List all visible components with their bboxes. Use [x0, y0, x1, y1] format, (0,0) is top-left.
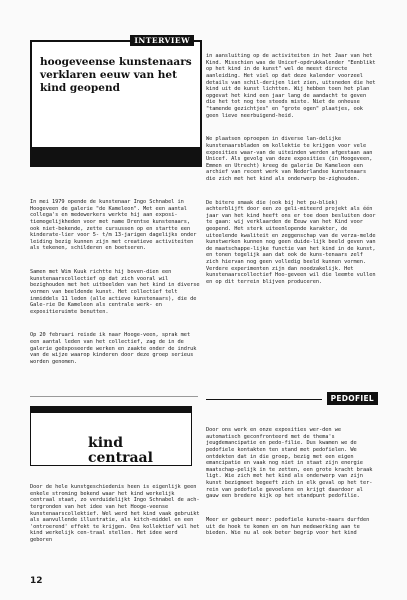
- right-article-paragraph: De bitere smaak die (ook bij het pu-bliek) achterblijft door een zo geli-miteerd projekt als één jaar van het kind heeft ons er toe doen besluiten door te gaan: wij verklaarden de Eeuw van het Kind voor geopend. Het sterk uiteenlopende karakter, de uiteelende kwaliteit en zeggenschap van de verza-melde kunstwerken kunnen nog geen duide-lijk beeld geven van de maatschappe-lijke functie van het kind in de kunst, en tonen tegelijk aan dat ook de kuns-tenaars zelf zich hiervan nog geen volledig beeld kunnen vormen. Verdere experimenten zijn dan noodzakelijk. Het kunstenaarscollectief Hoo-geveen wil die leemte vullen en op dit terrein blijven produceren.: [206, 199, 379, 285]
- pedofiel-header: [206, 392, 378, 406]
- pedofiel-article: [206, 414, 378, 574]
- interview-header-box: [30, 36, 202, 167]
- pedofiel-article-paragraph: Door ons werk en onze exposities wer-den we automatisch geconfronteerd met de thema's jeugdemancipatie en pedo-filie. Dus kwamen we de pedofiele kontakten ten stand met pedofielen. We ontdekten dat in die groep, bezig met een eigen emancipatie en vaak nog niet in staat zijn energie maatschap-pelijk in te zetten, een grote kracht braak ligt. Wie zich met het kind als onderwerp van zijn kunst bezigmoet begeeft zich in elk geval op het ter-rein van pedofiele gevoelens en krijgt daardoor al gauw een bredere kijk op het standpunt pedofilie.: [206, 427, 376, 500]
- pedofiel-header-line: [206, 399, 322, 400]
- pedofiel-article-paragraph: Meer er gebeurt meer: pedofiele kunste-naars durfden uit de hoek te komen en om hun medewerking aan te bieden. Wie nu al ook beter begrip voor het kind: [206, 516, 373, 537]
- interview-title: hoogeveense kunstenaars verklaren eeuw van het kind geopend: [40, 56, 192, 95]
- kind-article-paragraph: Door de hele kunstgeschiedenis heen is eigenlijk geen enkele stroming bekend waar het kind werkelijk centraal staat, zo verduidelijkt Ingo Schnabel de ach-tergronden van het idee van het Hooge-veense kunstenaarscollektief. Wel werd het kind vaak gebruikt als aanvullende illustratie, als kitch-middel en een 'ontroerend' effekt te krijgen. Ons kollektief wil het kind werkelijk cen-traal stellen. Het idee werd geboren: [30, 484, 203, 543]
- interview-label: INTERVIEW: [130, 35, 194, 46]
- interview-box-black-band: [32, 147, 200, 165]
- right-article-paragraph: in aansluiting op de activiteiten in het Jaar van het Kind. Misschien was de Unicef-opdrukkalender "Eenblikt op het kind in de kunst" wel de meest directe aanleiding. Het viel op dat deze kalender voorzeel details van schil-derijen liet zien, uitsneden die het kind uit de kunst lichtten. Wij hebben toen het plan opgevat het kind een jaar lang de aandacht te geven die het tot nog toe steeds miste. Niet de onheuse "tamende gezichtjes" en "grote ogen" plaatjes, ook geen lieve neerbuigend-heid.: [206, 53, 379, 119]
- page-number: 12: [30, 576, 43, 586]
- kind-centraal-title: [88, 436, 153, 466]
- left-divider: [30, 396, 198, 397]
- right-article: [206, 40, 378, 290]
- kind-article: [30, 471, 203, 571]
- kind-title-line1: kind: [88, 435, 123, 451]
- pedofiel-label: PEDOFIEL: [327, 392, 378, 405]
- kind-box-top-bar: [31, 407, 191, 413]
- left-article-paragraph: In mei 1979 opende de kunstenaar Ingo Schnabel in Hoogeveen de galerie "de Kameleon". Met een aantal collega's en medewerkers werkte hij aan exposi-tiemogelijkheden voor met name Drentse kunstenaars, ook niet-bekende, zette cursussen op en startte een kinderate-lier voor 5- t/m 13-jarigen dagelijks onder leiding bezig kunnen zijn met creatieve activiteiten als tekenen, schilderen en boetseren.: [30, 199, 200, 252]
- left-article: [30, 186, 203, 391]
- left-article-paragraph: Op 20 februari reisde ik naar Hooge-veen, sprak met een aantal leden van het collectief, zag de in de galerie geëxposeerde werken en zaakte onder de indruk van de wijze waarop kinderen door deze groep serieus worden genomen.: [30, 332, 200, 365]
- left-article-paragraph: Samen met Wim Kuuk richtte hij boven-dien een kunstenaarscollectief op dat zich vooral wil bezighouden met het uitbeelden van het kind in diverse vormen van beeldende kunst. Het collectief telt inmiddels 11 leden (alle actieve kunstenaars), die de Gale-rie De Kameleon als centrale werk- en expositieruimte benutten.: [30, 269, 203, 315]
- right-article-paragraph: We plaatsen oproepen in diverse lan-delijke kunstenaarsbladen om kollektie te krijgen voor vele exposities waar-van de uiteinden werden afgestaan aan Unicef. Als gevolg van deze exposities (in Hoogeveen, Emmen en Utrecht) kreeg de galerie De Kameleon een archief van recent werk van Nederlandse kunstenaars die zich met het kind als onderwerp be-zighouden.: [206, 136, 376, 182]
- kind-title-line2: centraal: [88, 450, 153, 466]
